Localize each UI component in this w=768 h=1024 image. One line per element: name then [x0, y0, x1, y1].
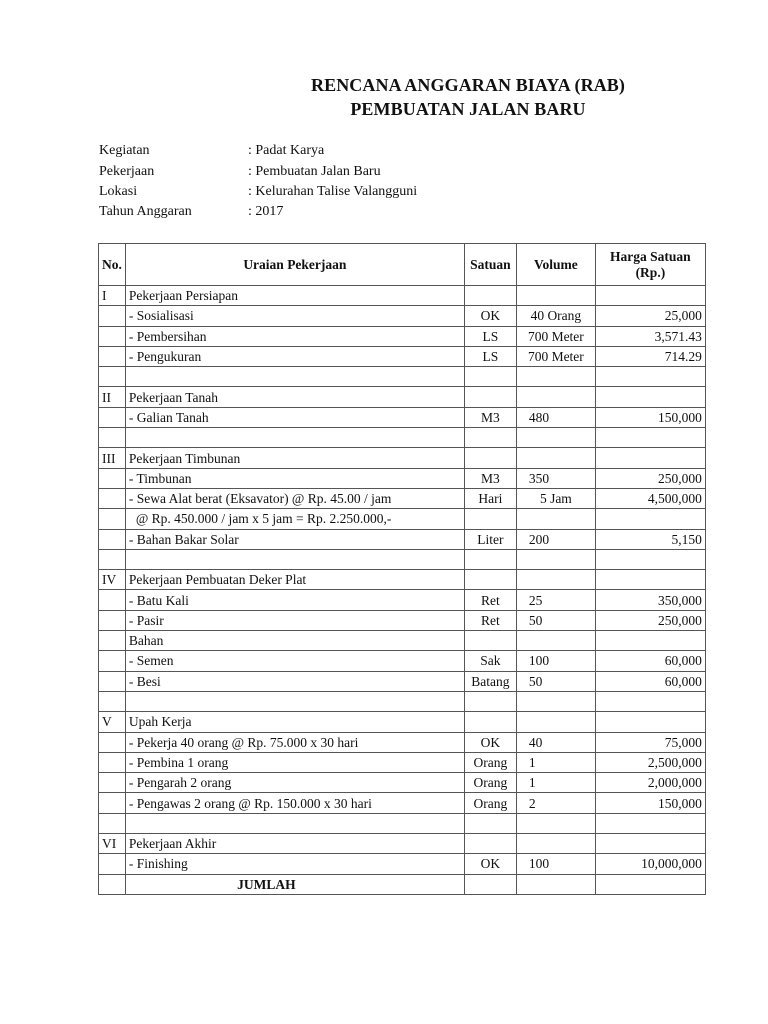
row-uraian: @ Rp. 450.000 / jam x 5 jam = Rp. 2.250.000,- — [125, 509, 464, 529]
table-row — [99, 610, 706, 630]
row-harga-satuan: 2,000,000 — [595, 773, 705, 793]
row-volume: 5 Jam — [516, 488, 595, 508]
header-harga-line1: Harga Satuan — [610, 248, 691, 264]
table-row — [99, 488, 706, 508]
row-uraian: Pekerjaan Persiapan — [125, 286, 464, 306]
row-harga-satuan — [595, 509, 705, 529]
row-volume: 350 — [516, 468, 595, 488]
row-harga-satuan — [595, 549, 705, 569]
row-volume — [516, 570, 595, 590]
row-harga-satuan: 150,000 — [595, 407, 705, 427]
row-volume: 700 Meter — [516, 326, 595, 346]
row-satuan — [464, 549, 516, 569]
table-row — [99, 813, 706, 833]
row-harga-satuan: 10,000,000 — [595, 854, 705, 874]
row-satuan: Sak — [464, 651, 516, 671]
document-subtitle: PEMBUATAN JALAN BARU — [350, 99, 586, 119]
row-harga-satuan — [595, 712, 705, 732]
row-volume — [516, 549, 595, 569]
total-no-cell — [99, 874, 126, 894]
row-no — [99, 651, 126, 671]
table-row — [99, 773, 706, 793]
table-body — [99, 286, 706, 875]
row-satuan — [464, 286, 516, 306]
row-uraian: - Sewa Alat berat (Eksavator) @ Rp. 45.00 / jam — [125, 488, 464, 508]
table-row — [99, 834, 706, 854]
row-no — [99, 793, 126, 813]
row-uraian: - Finishing — [125, 854, 464, 874]
table-row — [99, 286, 706, 306]
row-volume — [516, 834, 595, 854]
row-volume: 25 — [516, 590, 595, 610]
row-volume — [516, 286, 595, 306]
row-no: V — [99, 712, 126, 732]
row-harga-satuan — [595, 570, 705, 590]
row-harga-satuan — [595, 813, 705, 833]
row-satuan — [464, 367, 516, 387]
info-value: : 2017 — [248, 204, 284, 219]
total-harga-cell — [595, 874, 705, 894]
row-uraian: - Pembersihan — [125, 326, 464, 346]
row-volume — [516, 448, 595, 468]
row-satuan: Batang — [464, 671, 516, 691]
row-no — [99, 671, 126, 691]
row-uraian: - Pembina 1 orang — [125, 752, 464, 772]
row-harga-satuan: 5,150 — [595, 529, 705, 549]
row-harga-satuan: 60,000 — [595, 671, 705, 691]
row-harga-satuan — [595, 286, 705, 306]
row-uraian: - Timbunan — [125, 468, 464, 488]
row-satuan: LS — [464, 346, 516, 366]
table-row — [99, 590, 706, 610]
row-uraian: Pekerjaan Akhir — [125, 834, 464, 854]
rab-table — [98, 243, 706, 895]
table-header-row — [99, 244, 706, 286]
info-label: Kegiatan — [99, 143, 150, 158]
total-row — [99, 874, 706, 894]
row-no — [99, 773, 126, 793]
row-volume: 480 — [516, 407, 595, 427]
row-no — [99, 428, 126, 448]
header-satuan: Satuan — [464, 244, 516, 286]
row-satuan — [464, 448, 516, 468]
table-row — [99, 387, 706, 407]
row-satuan: LS — [464, 326, 516, 346]
row-no — [99, 529, 126, 549]
row-uraian: Pekerjaan Timbunan — [125, 448, 464, 468]
row-volume: 100 — [516, 854, 595, 874]
row-uraian: - Batu Kali — [125, 590, 464, 610]
row-uraian — [125, 549, 464, 569]
info-value: : Padat Karya — [248, 143, 325, 158]
row-harga-satuan: 714.29 — [595, 346, 705, 366]
row-volume: 1 — [516, 752, 595, 772]
row-satuan — [464, 813, 516, 833]
row-satuan: Ret — [464, 610, 516, 630]
table-row — [99, 346, 706, 366]
row-satuan — [464, 509, 516, 529]
row-no — [99, 407, 126, 427]
row-no — [99, 549, 126, 569]
row-uraian — [125, 691, 464, 711]
info-label: Tahun Anggaran — [99, 204, 192, 219]
row-uraian: - Pengukuran — [125, 346, 464, 366]
row-no — [99, 590, 126, 610]
row-no — [99, 813, 126, 833]
info-value: : Pembuatan Jalan Baru — [248, 164, 381, 179]
row-uraian: - Galian Tanah — [125, 407, 464, 427]
row-volume — [516, 813, 595, 833]
row-uraian: - Sosialisasi — [125, 306, 464, 326]
row-uraian: Pekerjaan Pembuatan Deker Plat — [125, 570, 464, 590]
row-satuan: Ret — [464, 590, 516, 610]
row-uraian: - Semen — [125, 651, 464, 671]
row-volume: 100 — [516, 651, 595, 671]
header-no: No. — [99, 244, 126, 286]
table-row — [99, 509, 706, 529]
table-row — [99, 306, 706, 326]
row-harga-satuan: 4,500,000 — [595, 488, 705, 508]
row-no: II — [99, 387, 126, 407]
table-row — [99, 468, 706, 488]
row-harga-satuan — [595, 834, 705, 854]
row-satuan: OK — [464, 854, 516, 874]
info-value: : Kelurahan Talise Valangguni — [248, 184, 418, 199]
table-row — [99, 570, 706, 590]
row-harga-satuan — [595, 428, 705, 448]
row-volume: 200 — [516, 529, 595, 549]
row-satuan — [464, 631, 516, 651]
row-harga-satuan: 25,000 — [595, 306, 705, 326]
row-harga-satuan: 350,000 — [595, 590, 705, 610]
table-row — [99, 712, 706, 732]
row-uraian: - Bahan Bakar Solar — [125, 529, 464, 549]
row-no: I — [99, 286, 126, 306]
row-no — [99, 468, 126, 488]
row-satuan: Orang — [464, 793, 516, 813]
row-harga-satuan — [595, 387, 705, 407]
row-uraian — [125, 367, 464, 387]
row-no: VI — [99, 834, 126, 854]
info-label: Pekerjaan — [99, 164, 155, 179]
row-uraian — [125, 813, 464, 833]
row-satuan — [464, 570, 516, 590]
row-harga-satuan — [595, 691, 705, 711]
table-row — [99, 752, 706, 772]
row-uraian: - Pasir — [125, 610, 464, 630]
table-row — [99, 671, 706, 691]
row-harga-satuan: 2,500,000 — [595, 752, 705, 772]
row-satuan: Hari — [464, 488, 516, 508]
table-row — [99, 854, 706, 874]
row-satuan: Liter — [464, 529, 516, 549]
row-volume: 2 — [516, 793, 595, 813]
row-volume: 50 — [516, 610, 595, 630]
row-volume — [516, 387, 595, 407]
table-row — [99, 428, 706, 448]
document-title: RENCANA ANGGARAN BIAYA (RAB) — [310, 75, 625, 95]
table-row — [99, 691, 706, 711]
row-volume — [516, 712, 595, 732]
row-volume — [516, 428, 595, 448]
row-harga-satuan: 150,000 — [595, 793, 705, 813]
row-satuan — [464, 834, 516, 854]
row-volume: 40 — [516, 732, 595, 752]
row-volume: 1 — [516, 773, 595, 793]
row-no — [99, 488, 126, 508]
row-satuan: OK — [464, 732, 516, 752]
table-row — [99, 529, 706, 549]
row-no — [99, 326, 126, 346]
row-harga-satuan: 250,000 — [595, 610, 705, 630]
row-harga-satuan: 75,000 — [595, 732, 705, 752]
row-uraian: Upah Kerja — [125, 712, 464, 732]
row-no — [99, 732, 126, 752]
row-no: III — [99, 448, 126, 468]
row-no — [99, 346, 126, 366]
row-volume: 40 Orang — [516, 306, 595, 326]
table-row — [99, 326, 706, 346]
row-harga-satuan: 3,571.43 — [595, 326, 705, 346]
row-no: IV — [99, 570, 126, 590]
row-satuan: OK — [464, 306, 516, 326]
row-volume: 700 Meter — [516, 346, 595, 366]
table-row — [99, 549, 706, 569]
header-harga-line2: (Rp.) — [635, 264, 666, 280]
row-harga-satuan — [595, 367, 705, 387]
row-harga-satuan — [595, 631, 705, 651]
row-volume — [516, 631, 595, 651]
table-row — [99, 407, 706, 427]
row-harga-satuan: 60,000 — [595, 651, 705, 671]
row-satuan: Orang — [464, 752, 516, 772]
row-volume — [516, 691, 595, 711]
row-satuan — [464, 387, 516, 407]
row-satuan — [464, 712, 516, 732]
row-uraian: - Pengarah 2 orang — [125, 773, 464, 793]
table-row — [99, 631, 706, 651]
row-uraian — [125, 428, 464, 448]
row-satuan — [464, 428, 516, 448]
row-harga-satuan: 250,000 — [595, 468, 705, 488]
table-row — [99, 448, 706, 468]
row-no — [99, 752, 126, 772]
total-volume-cell — [516, 874, 595, 894]
row-no — [99, 631, 126, 651]
row-uraian: - Pengawas 2 orang @ Rp. 150.000 x 30 hari — [125, 793, 464, 813]
header-harga-satuan — [595, 244, 705, 286]
row-satuan — [464, 691, 516, 711]
row-no — [99, 610, 126, 630]
row-uraian: - Besi — [125, 671, 464, 691]
row-volume: 50 — [516, 671, 595, 691]
header-uraian: Uraian Pekerjaan — [125, 244, 464, 286]
row-no — [99, 306, 126, 326]
row-volume — [516, 509, 595, 529]
header-volume: Volume — [516, 244, 595, 286]
row-uraian: Bahan — [125, 631, 464, 651]
row-uraian: - Pekerja 40 orang @ Rp. 75.000 x 30 hari — [125, 732, 464, 752]
table-row — [99, 367, 706, 387]
row-volume — [516, 367, 595, 387]
row-satuan: M3 — [464, 468, 516, 488]
table-row — [99, 732, 706, 752]
row-uraian: Pekerjaan Tanah — [125, 387, 464, 407]
row-no — [99, 367, 126, 387]
table-row — [99, 651, 706, 671]
row-satuan: Orang — [464, 773, 516, 793]
total-label: JUMLAH — [125, 874, 464, 894]
row-no — [99, 509, 126, 529]
row-no — [99, 691, 126, 711]
row-harga-satuan — [595, 448, 705, 468]
row-satuan: M3 — [464, 407, 516, 427]
row-no — [99, 854, 126, 874]
info-label: Lokasi — [99, 184, 138, 199]
total-satuan-cell — [464, 874, 516, 894]
table-row — [99, 793, 706, 813]
